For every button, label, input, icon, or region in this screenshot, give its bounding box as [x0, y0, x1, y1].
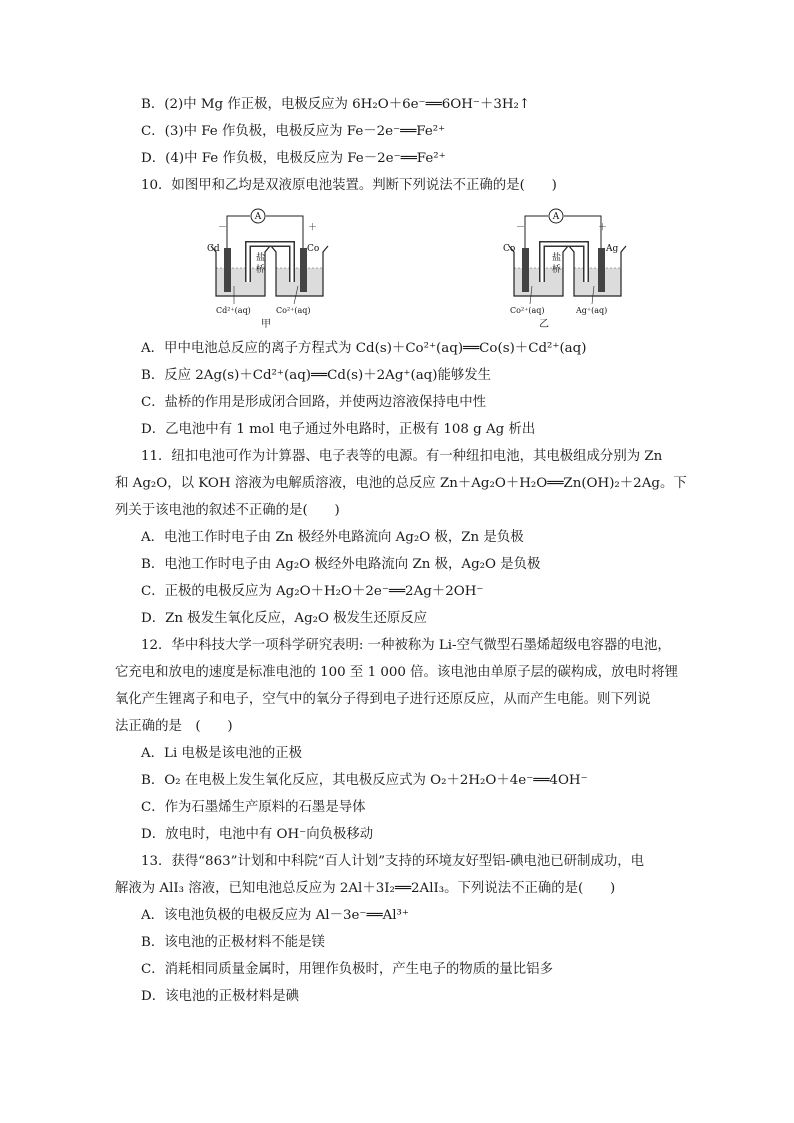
right-electrode-label: Co — [307, 244, 320, 254]
q11-stem-line-2: 和 Ag₂O，以 KOH 溶液为电解质溶液，电池的总反应 Zn＋Ag₂O＋H₂O══Zn(OH)₂＋2Ag。下 — [115, 476, 687, 491]
q10-stem: 10．如图甲和乙均是双液原电池装置。判断下列说法不正确的是( ) — [141, 178, 557, 193]
q13-option-a: A．该电池负极的电极反应为 Al－3e⁻══Al³⁺ — [141, 908, 409, 923]
salt-bridge-label-1: 盐 — [552, 253, 562, 263]
ammeter-label: A — [254, 212, 262, 222]
minus-sign: － — [218, 223, 228, 233]
diagram-jia — [196, 206, 336, 338]
ammeter-label: A — [552, 212, 560, 222]
q11-option-c: C．正极的电极反应为 Ag₂O＋H₂O＋2e⁻══2Ag＋2OH⁻ — [141, 584, 484, 599]
q13-option-c: C．消耗相同质量金属时，用锂作负极时，产生电子的物质的量比铝多 — [141, 962, 553, 977]
minus-sign: － — [516, 223, 526, 233]
q11-stem-line-1: 11．纽扣电池可作为计算器、电子表等的电源。有一种纽扣电池，其电极组成分别为 Zn — [141, 449, 663, 464]
q12-stem-line-1: 12．华中科技大学一项科学研究表明: 一种被称为 Li-空气微型石墨烯超级电容器的电池， — [141, 638, 671, 653]
salt-bridge-label-2: 桥 — [552, 265, 562, 275]
q10-option-c: C．盐桥的作用是形成闭合回路，并使两边溶液保持电中性 — [141, 395, 487, 410]
q13-option-b: B．该电池的正极材料不能是镁 — [141, 935, 325, 950]
q12-stem-line-2: 它充电和放电的速度是标准电池的 100 至 1 000 倍。该电池由单原子层的碳构成，放电时将锂 — [115, 665, 678, 680]
diagram-caption: 甲 — [261, 319, 271, 330]
q11-option-a: A．电池工作时电子由 Zn 极经外电路流向 Ag₂O 极，Zn 是负极 — [141, 530, 524, 545]
left-electrode — [224, 248, 231, 292]
left-solution-label: Co²⁺(aq) — [510, 306, 545, 315]
q12-stem-line-4: 法正确的是 ( ) — [115, 719, 233, 734]
left-solution-label: Cd²⁺(aq) — [216, 306, 251, 315]
diagram-jia-svg — [196, 206, 336, 334]
q12-option-a: A．Li 电极是该电池的正极 — [141, 746, 303, 761]
q12-option-c: C．作为石墨烯生产原料的石墨是导体 — [141, 800, 366, 815]
q9-option-d: D．(4)中 Fe 作负极，电极反应为 Fe－2e⁻══Fe²⁺ — [141, 151, 446, 166]
q12-option-d: D．放电时，电池中有 OH⁻向负极移动 — [141, 827, 374, 842]
diagram-caption: 乙 — [539, 319, 549, 330]
q10-option-b: B．反应 2Ag(s)＋Cd²⁺(aq)══Cd(s)＋2Ag⁺(aq)能够发生 — [141, 368, 492, 383]
left-electrode-label: Co — [503, 244, 516, 254]
plus-sign: ＋ — [308, 223, 318, 233]
q11-stem-line-3: 列关于该电池的叙述不正确的是( ) — [115, 503, 340, 518]
left-electrode — [522, 248, 529, 292]
right-electrode-label: Ag — [606, 244, 619, 254]
q9-option-c: C．(3)中 Fe 作负极，电极反应为 Fe－2e⁻══Fe²⁺ — [141, 124, 446, 139]
q10-option-a: A．甲中电池总反应的离子方程式为 Cd(s)＋Co²⁺(aq)══Co(s)＋Cd²⁺(aq) — [141, 341, 587, 356]
right-solution-label: Co²⁺(aq) — [276, 306, 311, 315]
salt-bridge-label-2: 桥 — [256, 265, 266, 275]
q13-stem-line-2: 解液为 AlI₃ 溶液，已知电池总反应为 2Al＋3I₂══2AlI₃。下列说法不正确的是( ) — [115, 881, 616, 896]
diagram-yi — [494, 206, 634, 338]
left-electrode-label: Cd — [207, 244, 220, 254]
q13-stem-line-1: 13．获得“863”计划和中科院“百人计划”支持的环境友好型铝-碘电池已研制成功，电 — [141, 854, 645, 869]
q12-option-b: B．O₂ 在电极上发生氧化反应，其电极反应式为 O₂＋2H₂O＋4e⁻══4OH⁻ — [141, 773, 588, 788]
q11-option-b: B．电池工作时电子由 Ag₂O 极经外电路流向 Zn 极，Ag₂O 是负极 — [141, 557, 541, 572]
q11-option-d: D．Zn 极发生氧化反应，Ag₂O 极发生还原反应 — [141, 611, 428, 626]
right-electrode — [598, 248, 605, 292]
diagram-yi-svg — [494, 206, 634, 334]
right-solution-fill — [574, 268, 621, 296]
right-electrode — [300, 248, 307, 292]
salt-bridge-label-1: 盐 — [256, 253, 266, 263]
q13-option-d: D．该电池的正极材料是碘 — [141, 989, 300, 1004]
q9-option-b: B．(2)中 Mg 作正极，电极反应为 6H₂O＋6e⁻══6OH⁻＋3H₂↑ — [141, 97, 531, 112]
right-solution-fill — [276, 268, 323, 296]
q12-stem-line-3: 氧化产生锂离子和电子，空气中的氧分子得到电子进行还原反应，从而产生电能。则下列说 — [115, 692, 651, 707]
right-solution-label: Ag⁺(aq) — [576, 306, 608, 315]
plus-sign: ＋ — [598, 223, 608, 233]
q10-option-d: D．乙电池中有 1 mol 电子通过外电路时，正极有 108 g Ag 析出 — [141, 422, 536, 437]
